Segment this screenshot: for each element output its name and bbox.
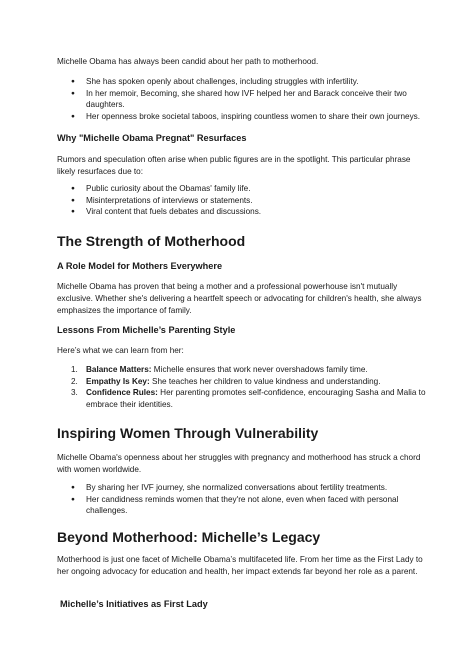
- list-number: 2.: [71, 376, 78, 386]
- list-number: 1.: [71, 365, 78, 374]
- list-item: ● In her memoir, Becoming, she shared how IVF helped her and Barack conceive their two daughters.: [57, 88, 427, 111]
- lesson-text: Michelle ensures that work never overshadows family time.: [151, 365, 368, 374]
- lesson-label: Empathy Is Key:: [86, 376, 150, 386]
- role-model-heading: A Role Model for Mothers Everywhere: [57, 261, 223, 271]
- lessons-numbered-list: [57, 364, 427, 410]
- list-item: [57, 387, 427, 410]
- list-item: ● Public curiosity about the Obamas' family life.: [57, 183, 427, 195]
- lessons-intro: Here’s what we can learn from her:: [57, 346, 184, 355]
- intro-bullet-list: [57, 76, 427, 122]
- legacy-heading: Beyond Motherhood: Michelle’s Legacy: [57, 529, 321, 545]
- strength-heading: The Strength of Motherhood: [57, 233, 246, 249]
- list-item: ● By sharing her IVF journey, she normalized conversations about fertility treatments.: [57, 482, 427, 494]
- initiatives-heading: Michelle’s Initiatives as First Lady: [60, 599, 208, 609]
- resurfaces-heading: Why "Michelle Obama Pregnat" Resurfaces: [57, 133, 247, 143]
- vulnerability-bullet-list: [57, 482, 427, 517]
- list-item: ● Misinterpretations of interviews or statements.: [57, 195, 427, 207]
- list-item: ● Viral content that fuels debates and discussions.: [57, 206, 427, 218]
- lesson-label: Balance Matters:: [86, 365, 152, 374]
- legacy-paragraph: Motherhood is just one facet of Michelle Obama’s multifaceted life. From her time as the First Lady to her ongoing advocacy for education and health, her impact extends far beyond her role as a parent.: [57, 555, 423, 576]
- intro-paragraph: Michelle Obama has always been candid about her path to motherhood.: [57, 57, 319, 66]
- list-item: ● Her openness broke societal taboos, inspiring countless women to share their own journeys.: [57, 111, 427, 123]
- lesson-label: Confidence Rules:: [86, 388, 158, 397]
- list-item: ● She has spoken openly about challenges, including struggles with infertility.: [57, 76, 427, 88]
- resurfaces-bullet-list: [57, 183, 427, 218]
- list-item: [57, 376, 427, 388]
- vulnerability-heading: Inspiring Women Through Vulnerability: [57, 425, 319, 441]
- list-item: ● Her candidness reminds women that they're not alone, even when faced with personal challenges.: [57, 494, 427, 517]
- lesson-text: Her parenting promotes self-confidence, encouraging Sasha and Malia to embrace their identities.: [86, 388, 426, 409]
- lessons-heading: Lessons From Michelle’s Parenting Style: [57, 325, 236, 335]
- list-number: 3.: [71, 388, 78, 397]
- resurfaces-paragraph: Rumors and speculation often arise when public figures are in the spotlight. This particular phrase likely resurfaces due to:: [57, 155, 411, 176]
- lesson-text: She teaches her children to value kindness and understanding.: [149, 376, 381, 386]
- vulnerability-paragraph: Michelle Obama's openness about her struggles with pregnancy and motherhood has struck a chord with women worldwide.: [57, 453, 421, 474]
- role-model-paragraph: Michelle Obama has proven that being a mother and a professional powerhouse isn't mutually exclusive. Whether she's delivering a heartfelt speech or advocating for children's health, she always emphasizes the importance of family.: [57, 282, 422, 315]
- list-item: [57, 364, 427, 376]
